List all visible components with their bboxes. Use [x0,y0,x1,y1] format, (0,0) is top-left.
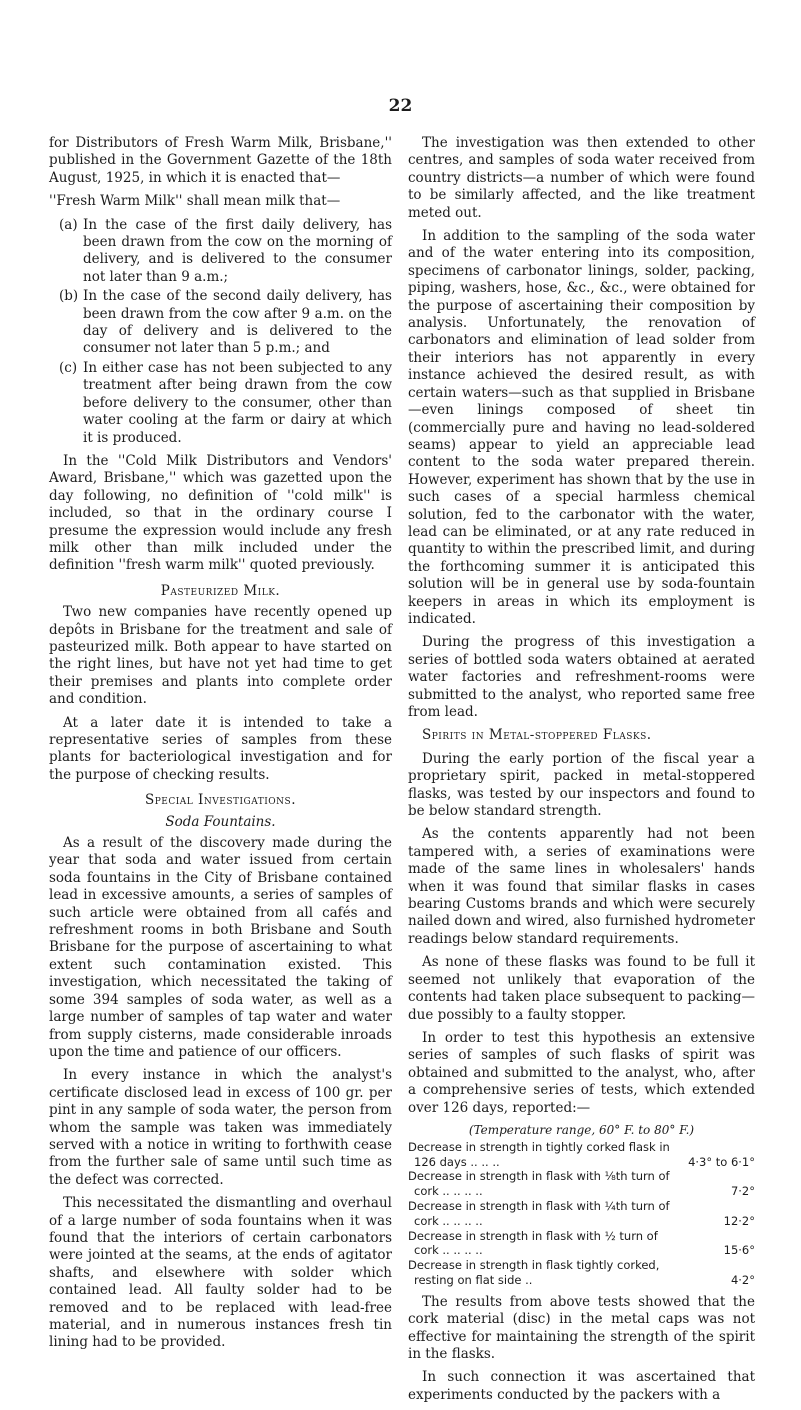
results-row [408,1140,755,1170]
paragraph: In such connection it was ascertained that experiments conducted by the packers with a [408,1369,755,1403]
results-description: Decrease in strength in flask with ½ turn of cork .. .. .. .. [408,1228,658,1258]
results-description: Decrease in strength in flask tightly corked, resting on flat side .. [408,1258,660,1287]
results-caption: (Temperature range, 60° F. to 80° F.) [468,1122,695,1137]
results-description: Decrease in strength in tightly corked flask in 126 days .. .. .. [408,1139,670,1169]
paragraph: During the progress of this investigation a series of bottled soda waters obtained at aerated water factories and refreshment-rooms were submitted to the analyst, who reported same free from lead. [408,634,755,720]
paragraph: In the ''Cold Milk Distributors and Vendors' Award, Brisbane,'' which was gazetted upon the day following, no definition of ''cold milk'' is included, so that in the ordinary course I presume the expression would include any fresh milk other than milk included under the definition ''fresh warm milk'' quoted previously. [49,452,392,574]
item-text: In the case of the second daily delivery, has been drawn from the cow after 9 a.m. on the day of delivery and is delivered to the consumer not later than 5 p.m.; and [83,288,392,357]
paragraph: As none of these flasks was found to be full it seemed not unlikely that evaporation of the contents had taken place subsequent to packing—due possibly to a faulty stopper. [408,954,755,1023]
section-heading: Pasteurized Milk. [160,582,281,599]
paragraph: Two new companies have recently opened up depôts in Brisbane for the treatment and sale of pasteurized milk. Both appear to have started on the right lines, but have not yet had time to get their premises and plants into complete order and condition. [49,604,392,708]
definition-item [49,217,392,287]
definition-item [49,360,392,447]
item-label: (c) [59,359,78,376]
subsection-heading: Soda Fountains. [165,813,276,830]
page-number: 22 [388,96,413,116]
definition-item [49,288,392,358]
results-value: 4·3° to 6·1° [688,1154,755,1169]
results-description: Decrease in strength in flask with ¼th turn of cork .. .. .. .. [408,1198,670,1228]
paragraph: During the early portion of the fiscal year a proprietary spirit, packed in metal-stoppered flasks, was tested by our inspectors and found to be below standard strength. [408,750,755,820]
paragraph: As the contents apparently had not been tampered with, a series of examinations were made of the same lines in wholesalers' hands when it was found that similar flasks in cases bearing Customs brands and which were securely nailed down and wired, also furnished hydrometer readings below standard requirements. [408,826,755,947]
results-value: 12·2° [723,1213,755,1228]
item-label: (b) [59,288,79,305]
results-value: 4·2° [730,1272,755,1287]
results-row [408,1199,755,1229]
paragraph: In order to test this hypothesis an extensive series of samples of such flasks of spirit was obtained and submitted to the analyst, who, after a comprehensive series of tests, which extended over 126 days, reported:— [408,1029,755,1116]
paragraph: for Distributors of Fresh Warm Milk, Brisbane,'' published in the Government Gazette of the 18th August, 1925, in which it is enacted that— [49,135,392,186]
paragraph: In every instance in which the analyst's certificate disclosed lead in excess of 100 gr. per pint in any sample of soda water, the person from whom the sample was taken was immediately served with a notice in writing to forthwith cease from the further sale of same until such time as the defect was corrected. [49,1067,392,1188]
results-value: 15·6° [723,1243,755,1258]
results-row [408,1169,755,1199]
paragraph: The investigation was then extended to other centres, and samples of soda water received from country districts—a number of which were found to be similarly affected, and the like treatment meted out. [408,135,755,221]
results-value: 7·2° [730,1184,755,1199]
section-heading: Spirits in Metal-stoppered Flasks. [422,727,652,744]
item-text: In either case has not been subjected to any treatment after being drawn from the cow before delivery to the consumer, other than water cooling at the farm or dairy at which it is produced. [83,359,392,446]
paragraph: This necessitated the dismantling and overhaul of a large number of soda fountains when it was found that the interiors of certain carbonators were jointed at the seams, at the ends of agitator shafts, and elsewhere with solder which contained lead. All faulty solder had to be removed and to be replaced with lead-free material, and in numerous instances fresh tin lining had to be provided. [49,1195,392,1351]
right-column [408,135,755,1410]
left-column [49,135,392,1358]
results-row [408,1229,755,1259]
results-table [408,1123,755,1288]
results-description: Decrease in strength in flask with ⅛th turn of cork .. .. .. .. [408,1169,670,1199]
paragraph: In addition to the sampling of the soda water and of the water entering into its composition, specimens of carbonator linings, solder, packing, piping, washers, hose, &c., &c., were obtained for the purpose of ascertaining their composition by analysis. Unfortunately, the renovation of carbonators and elimination of lead solder from their interiors has not apparently in every instance achieved the desired result, as with certain waters—such as that supplied in Brisbane —even linings composed of sheet tin (commercially pure and having no lead-soldered seams) appear to yield an appreciable lead content to the soda water prepared therein. However, experiment has shown that by the use in such cases of a special harmless chemical solution, fed to the carbonator with the water, lead can be eliminated, or at any rate reduced in quantity to within the prescribed limit, and during the forthcoming summer it is anticipated this solution will be in general use by soda-fountain keepers in areas in which its employment is indicated. [408,228,755,627]
item-label: (a) [59,216,78,233]
results-row [408,1258,755,1288]
paragraph: As a result of the discovery made during the year that soda and water issued from certain soda fountains in the City of Brisbane contained lead in excessive amounts, a series of samples of such article were obtained from all cafés and refreshment rooms in both Brisbane and South Brisbane for the purpose of ascertaining to what extent such contamination existed. This investigation, which necessitated the taking of some 394 samples of soda water, as well as a large number of samples of tap water and water from supply cisterns, made considerable inroads upon the time and patience of our officers. [49,835,392,1060]
paragraph: At a later date it is intended to take a representative series of samples from these plants for bacteriological investigation and for the purpose of checking results. [49,714,392,783]
section-heading: Special Investigations. [144,792,297,809]
paragraph: The results from above tests showed that the cork material (disc) in the metal caps was not effective for maintaining the strength of the spirit in the flasks. [408,1293,755,1362]
item-text: In the case of the first daily delivery, has been drawn from the cow on the morning of delivery, and is delivered to the consumer not later than 9 a.m.; [83,216,392,285]
paragraph: ''Fresh Warm Milk'' shall mean milk that— [49,193,341,210]
